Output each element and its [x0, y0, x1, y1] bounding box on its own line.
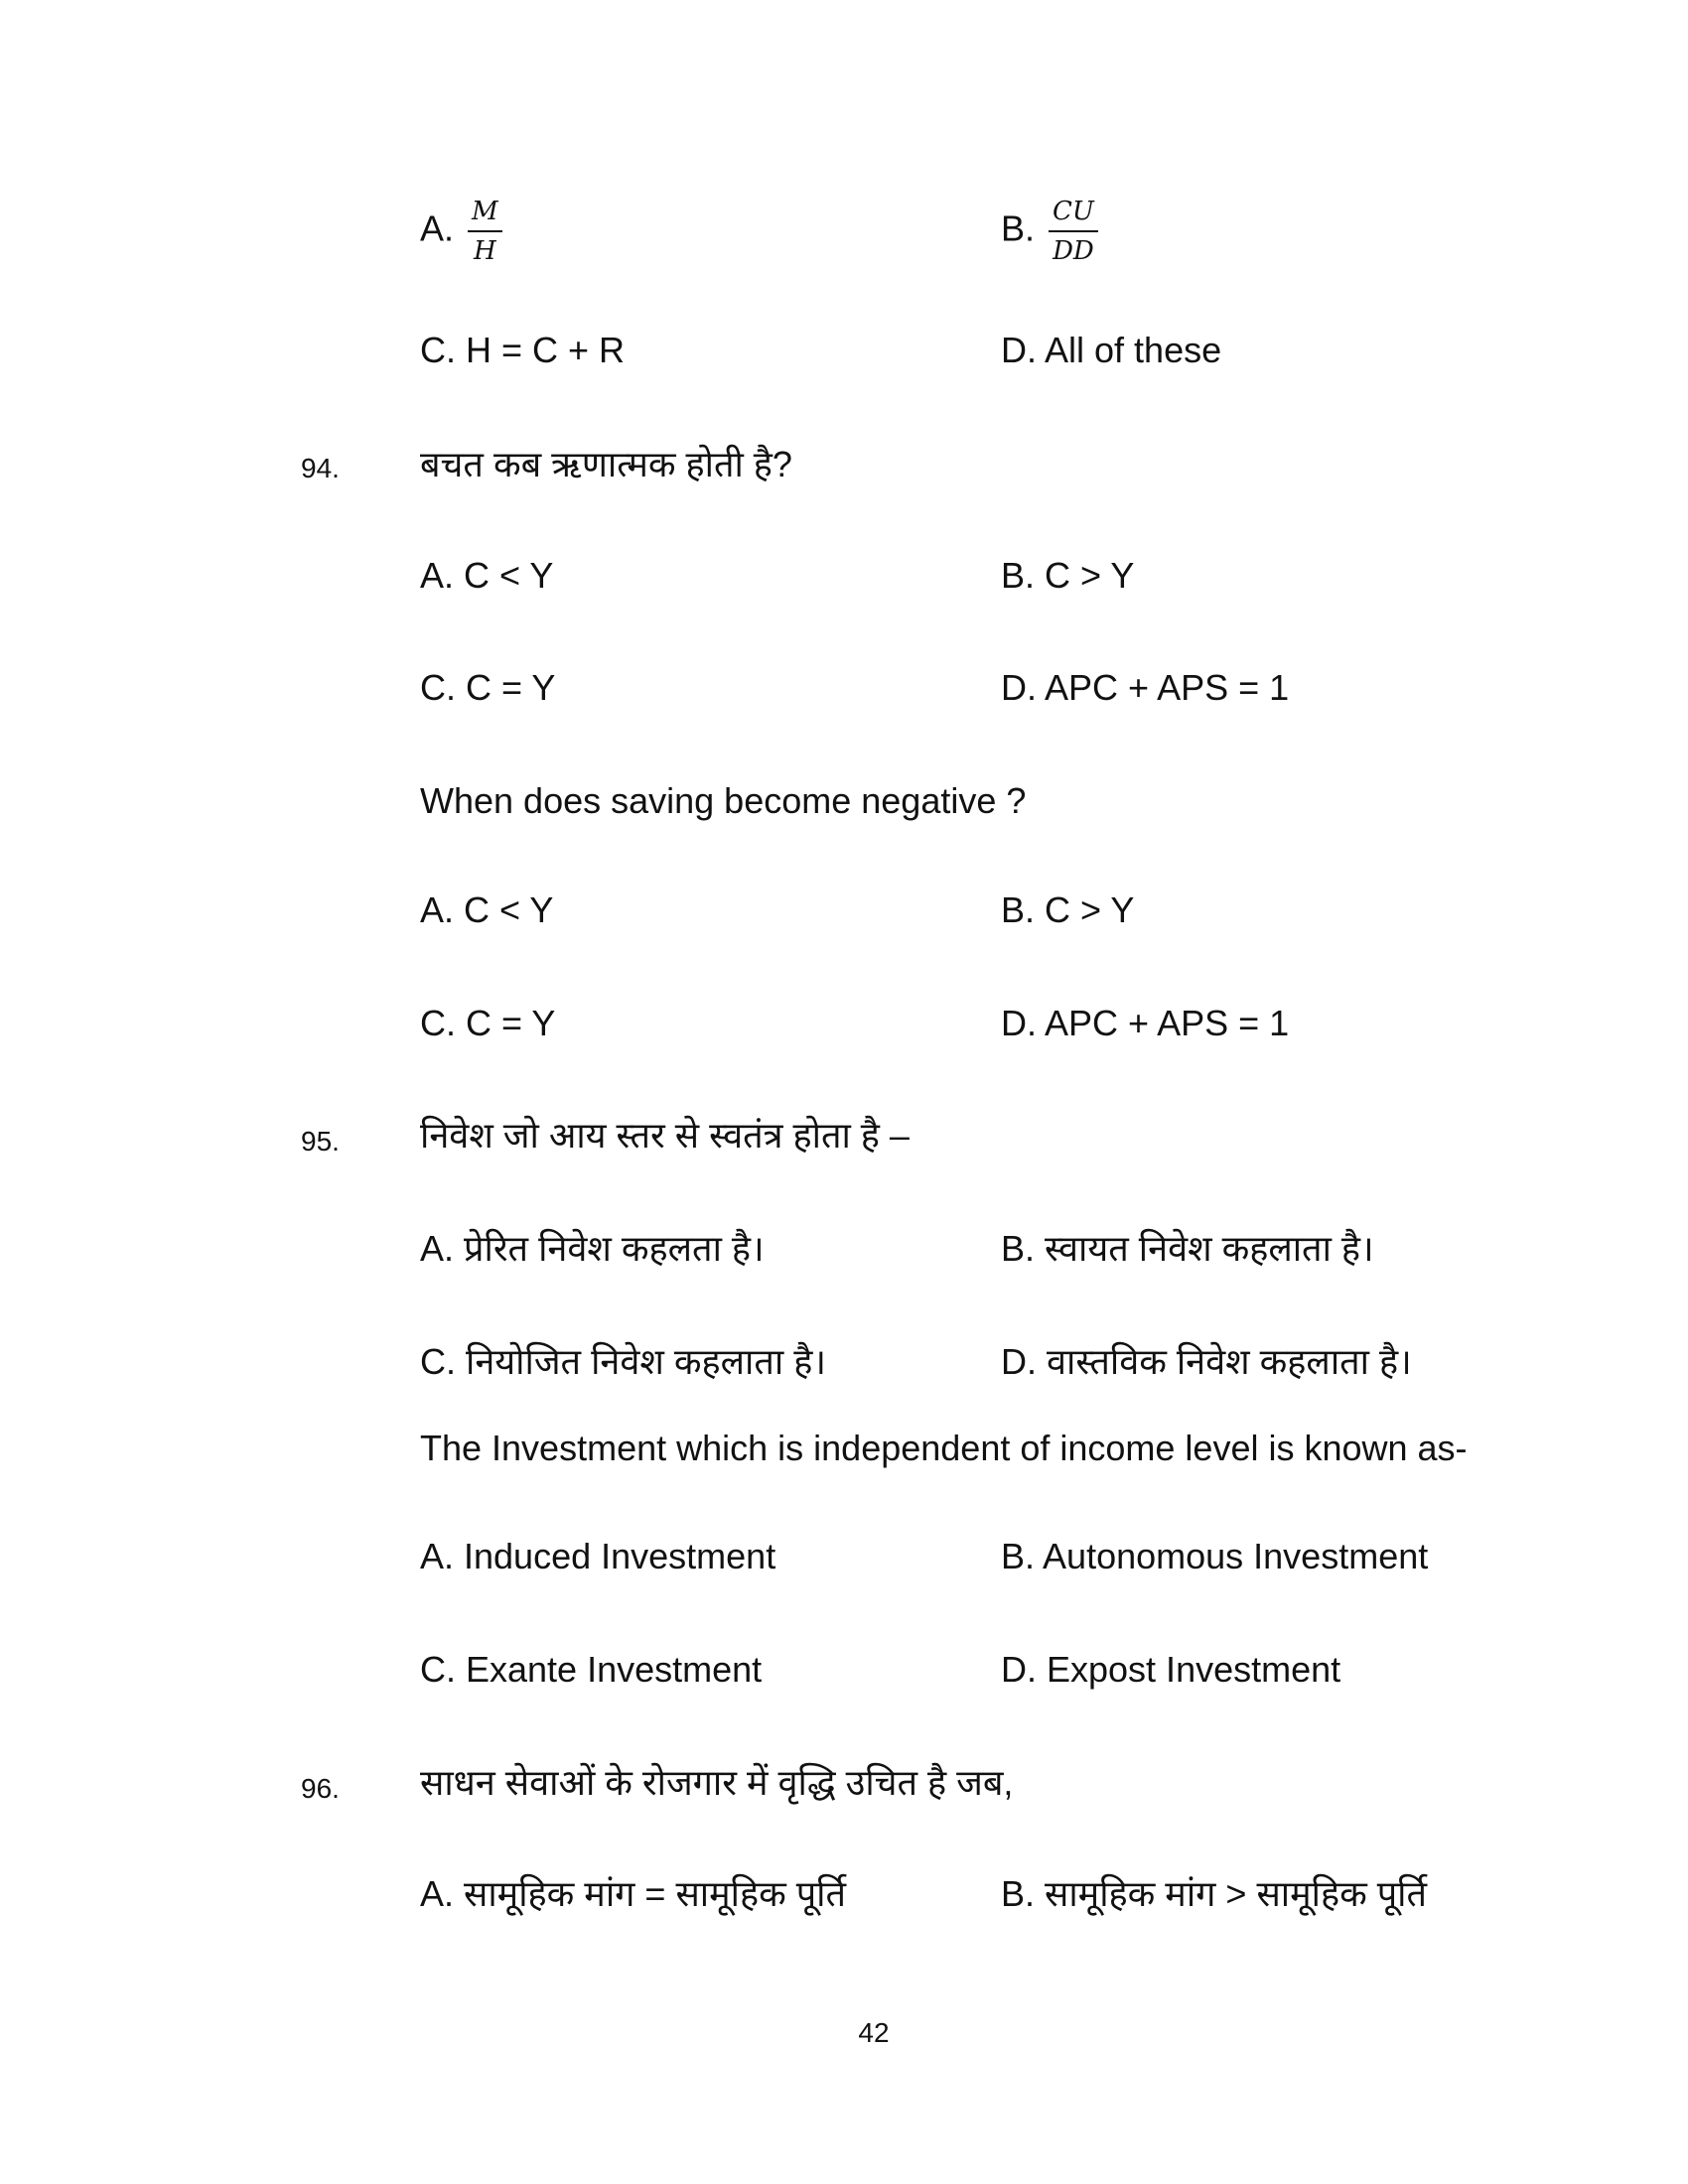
q95-hindi-option-d: D. वास्तविक निवेश कहलाता है।: [1001, 1341, 1412, 1382]
question-number-96: 96.: [301, 1773, 340, 1804]
q94-english-option-d: D. APC + APS = 1: [1001, 1003, 1290, 1043]
fraction-numerator: CU: [1049, 197, 1098, 232]
option-letter: A.: [420, 207, 455, 249]
option-d: D. All of these: [1001, 330, 1222, 370]
question-94-english-text: When does saving become negative ?: [420, 780, 1027, 821]
q94-hindi-option-d: D. APC + APS = 1: [1001, 667, 1290, 708]
q94-english-option-c: C. C = Y: [420, 1003, 556, 1043]
question-number-94: 94.: [301, 453, 340, 483]
q95-hindi-option-a: A. प्रेरित निवेश कहलता है।: [420, 1228, 765, 1269]
question-95-hindi-text: निवेश जो आय स्तर से स्वतंत्र होता है –: [420, 1115, 910, 1156]
q96-hindi-option-a: A. सामूहिक मांग = सामूहिक पूर्ति: [420, 1873, 847, 1914]
q95-english-option-b: B. Autonomous Investment: [1001, 1536, 1429, 1576]
option-letter: B.: [1001, 207, 1036, 249]
q94-hindi-option-a: A. C < Y: [420, 555, 554, 596]
q95-english-option-c: C. Exante Investment: [420, 1649, 763, 1690]
fraction-denominator: H: [473, 236, 496, 266]
question-95-english-text: The Investment which is independent of income level is known as-: [420, 1428, 1468, 1468]
option-b-fraction: [1001, 197, 1098, 266]
option-c: C. H = C + R: [420, 330, 626, 370]
q94-hindi-option-c: C. C = Y: [420, 667, 556, 708]
q96-hindi-option-b: B. सामूहिक मांग > सामूहिक पूर्ति: [1001, 1873, 1428, 1914]
fraction-denominator: DD: [1053, 236, 1094, 266]
q95-english-option-d: D. Expost Investment: [1001, 1649, 1341, 1690]
fraction: [468, 197, 502, 266]
q94-english-option-a: A. C < Y: [420, 889, 554, 930]
question-96-hindi-text: साधन सेवाओं के रोजगार में वृद्धि उचित है जब,: [420, 1762, 1014, 1803]
q95-hindi-option-b: B. स्वायत निवेश कहलाता है।: [1001, 1228, 1374, 1269]
page-number: 42: [858, 2017, 890, 2048]
q94-hindi-option-b: B. C > Y: [1001, 555, 1135, 596]
q95-english-option-a: A. Induced Investment: [420, 1536, 776, 1576]
question-94-hindi-text: बचत कब ऋणात्मक होती है?: [420, 444, 792, 484]
question-number-95: 95.: [301, 1126, 340, 1157]
q94-english-option-b: B. C > Y: [1001, 889, 1135, 930]
q95-hindi-option-c: C. नियोजित निवेश कहलाता है।: [420, 1341, 826, 1382]
fraction: [1049, 197, 1098, 266]
option-a-fraction: [420, 197, 502, 266]
fraction-numerator: M: [468, 197, 502, 232]
